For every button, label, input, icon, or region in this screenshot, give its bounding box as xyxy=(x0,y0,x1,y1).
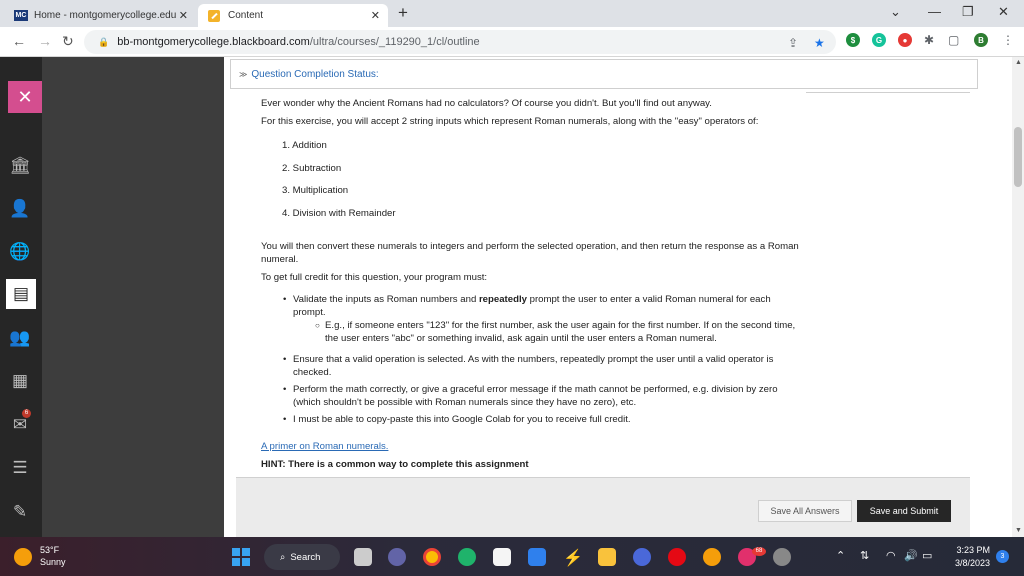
intro-paragraph: Ever wonder why the Ancient Romans had no calculators? Of course you didn't. But you'll find out anyway. xyxy=(261,98,712,109)
list-item: 1. Addition xyxy=(282,140,327,151)
course-side-panel xyxy=(42,57,224,537)
settings-gear-icon[interactable] xyxy=(773,548,791,566)
tab-search-chevron-icon[interactable]: ⌄ xyxy=(890,4,901,19)
mail-badge: 6 xyxy=(22,409,31,418)
submit-bar xyxy=(236,477,970,537)
new-tab-icon[interactable]: + xyxy=(398,3,408,22)
share-icon[interactable]: ⇪ xyxy=(788,36,799,50)
window-close-icon[interactable]: ✕ xyxy=(998,4,1009,19)
notification-badge[interactable]: 3 xyxy=(996,550,1009,563)
question-text xyxy=(261,97,801,470)
forward-icon[interactable]: → xyxy=(38,33,52,49)
tab-content[interactable] xyxy=(198,4,388,27)
sub-list xyxy=(315,319,801,345)
profile-icon[interactable]: 👤 xyxy=(9,199,31,218)
mc-logo-icon: MC xyxy=(15,12,27,19)
courses-icon[interactable]: ▤ xyxy=(6,279,36,309)
weather-sun-icon[interactable] xyxy=(14,548,32,566)
scroll-up-icon[interactable]: ▲ xyxy=(1015,59,1022,66)
wifi-icon[interactable]: ◠ xyxy=(886,550,896,562)
tools-icon[interactable]: ✎ xyxy=(12,502,28,521)
req1-text-post: prompt the user to enter a valid Roman numeral for each prompt. xyxy=(293,293,771,318)
divider xyxy=(806,92,970,93)
system-clock[interactable] xyxy=(944,544,990,570)
browser-toolbar xyxy=(0,27,1024,57)
tray-chevron-icon[interactable]: ⌃ xyxy=(836,550,846,562)
menu-kebab-icon[interactable]: ⋮ xyxy=(1002,33,1014,47)
profile-avatar[interactable]: B xyxy=(974,33,988,47)
grammarly-icon[interactable]: G xyxy=(872,33,886,47)
windows-start-icon[interactable] xyxy=(232,548,250,566)
lock-icon: 🔒 xyxy=(98,36,110,47)
back-icon[interactable]: ← xyxy=(12,33,26,49)
groups-icon[interactable]: 👥 xyxy=(9,328,31,347)
bookmark-star-icon[interactable]: ★ xyxy=(814,36,825,50)
messages-icon[interactable]: ✉ xyxy=(12,415,28,434)
weather-temp: 53°F xyxy=(40,545,60,555)
store-icon[interactable] xyxy=(493,548,511,566)
restore-icon[interactable]: ❐ xyxy=(962,4,974,19)
tab-home-label: Home - montgomerycollege.edu xyxy=(34,10,177,21)
roman-primer-link[interactable]: A primer on Roman numerals. xyxy=(261,440,389,452)
list-item: • Perform the math correctly, or give a graceful error message if the math cannot be performed, e.g. division by zero (which shouldn't be possible with Roman numerals since they have no zero), etc. xyxy=(283,383,801,409)
tab-content-label: Content xyxy=(228,10,264,21)
save-and-submit-button[interactable]: Save and Submit xyxy=(857,500,951,522)
battery-icon[interactable]: ▭ xyxy=(922,550,933,562)
weather-widget[interactable] xyxy=(40,544,66,568)
app-badge: 68 xyxy=(752,547,766,556)
list-item: • Ensure that a valid operation is selected. As with the numbers, repeatedly prompt the user until a valid operator is checked. xyxy=(283,353,801,379)
list-item: • I must be able to copy-paste this into Google Colab for you to receive full credit. xyxy=(283,413,801,426)
address-bar[interactable] xyxy=(84,30,836,54)
weather-condition: Sunny xyxy=(40,557,66,567)
grades-icon[interactable]: ☰ xyxy=(12,458,28,477)
close-icon[interactable]: ✕ xyxy=(178,10,188,22)
close-icon[interactable]: ✕ xyxy=(370,10,380,22)
windows-taskbar xyxy=(0,537,1024,576)
app-icon[interactable] xyxy=(633,548,651,566)
credit-paragraph: To get full credit for this question, your program must: xyxy=(261,271,488,283)
req1-text: Validate the inputs as Roman numbers and xyxy=(293,293,479,305)
extensions-puzzle-icon[interactable]: ✱ xyxy=(924,33,935,47)
requirements-list xyxy=(283,293,801,426)
list-item: 2. Subtraction xyxy=(282,162,342,174)
institution-icon[interactable]: 🏛 xyxy=(9,156,31,175)
scroll-thumb[interactable] xyxy=(1014,127,1022,187)
question-completion-status[interactable] xyxy=(230,59,978,89)
calendar-icon[interactable]: ▦ xyxy=(11,371,29,390)
close-panel-button[interactable]: ✕ xyxy=(8,81,42,113)
mail-icon[interactable] xyxy=(528,548,546,566)
globe-icon[interactable]: 🌐 xyxy=(9,242,31,261)
convert-paragraph: You will then convert these numerals to integers and perform the selected operation, and then return the response as a Roman numeral. xyxy=(261,240,799,265)
minimize-icon[interactable]: — xyxy=(928,4,941,19)
adblock-icon[interactable]: ● xyxy=(898,33,912,47)
content-favicon-icon xyxy=(208,10,220,22)
taskbar-search[interactable] xyxy=(264,544,340,570)
search-icon: ⌕ xyxy=(280,551,286,563)
taskbar-search-label: Search xyxy=(290,551,321,563)
status-label: Question Completion Status: xyxy=(251,68,379,80)
hint-text: HINT: There is a common way to complete this assignment xyxy=(261,458,529,470)
list-item: 3. Multiplication xyxy=(282,185,349,196)
list-item: 4. Division with Remainder xyxy=(282,207,396,219)
page-scrollbar[interactable] xyxy=(1012,57,1024,537)
extension-1-icon[interactable]: $ xyxy=(846,33,860,47)
url-path: /ultra/courses/_119290_1/cl/outline xyxy=(309,36,480,48)
list-item xyxy=(283,293,801,345)
browser-app-icon[interactable] xyxy=(703,548,721,566)
chevron-down-icon: ≫ xyxy=(239,69,248,79)
teams-icon[interactable] xyxy=(388,548,406,566)
reload-icon[interactable]: ↻ xyxy=(62,33,74,49)
url-host: bb-montgomerycollege.blackboard.com xyxy=(117,36,310,48)
tab-home[interactable] xyxy=(8,4,196,27)
edge-icon[interactable] xyxy=(458,548,476,566)
blackboard-left-nav xyxy=(0,57,42,537)
sidepanel-icon[interactable]: ▢ xyxy=(948,33,960,47)
clock-time: 3:23 PM xyxy=(956,545,990,555)
volume-icon[interactable]: 🔊 xyxy=(904,550,918,562)
file-icon[interactable] xyxy=(354,548,372,566)
bluetooth-icon[interactable]: ⇅ xyxy=(860,550,870,562)
operators-list xyxy=(282,139,801,220)
file-explorer-icon[interactable] xyxy=(598,548,616,566)
intro-paragraph-2: For this exercise, you will accept 2 string inputs which represent Roman numerals, along with the "easy" operators of: xyxy=(261,116,759,127)
save-all-answers-button[interactable]: Save All Answers xyxy=(758,500,852,522)
opera-icon[interactable] xyxy=(668,548,686,566)
chrome-icon[interactable] xyxy=(423,548,441,566)
clock-date: 3/8/2023 xyxy=(954,558,990,568)
lightning-icon[interactable]: ⚡ xyxy=(563,550,583,567)
req1-bold: repeatedly xyxy=(478,293,527,305)
browser-tabstrip xyxy=(0,0,1024,27)
list-item: ○ E.g., if someone enters "123" for the first number, ask the user again for the first number. If on the second time, the user enters "abc" or something invalid, ask again until the user enters a Roman numeral. xyxy=(315,319,801,345)
scroll-down-icon[interactable]: ▼ xyxy=(1015,527,1022,534)
assessment-content xyxy=(224,57,1012,537)
